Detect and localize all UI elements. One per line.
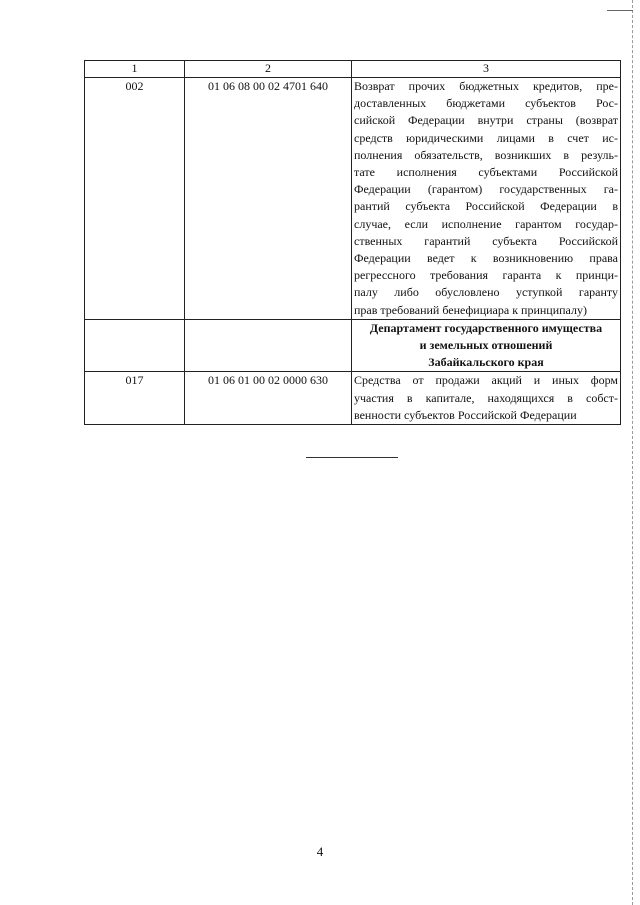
table-row (85, 372, 621, 425)
description-line: Возврат прочих бюджетных кредитов, пре- (354, 79, 618, 93)
description-line: участия в капитале, находящихся в собст- (354, 390, 618, 405)
admin-code-cell: 002 (85, 78, 185, 320)
department-row (85, 319, 621, 372)
budget-code-cell: 01 06 08 00 02 4701 640 (185, 78, 352, 320)
description-line: средств юридическими лицами в счет ис- (354, 130, 618, 145)
description-line: регрессного требования гаранта к принци- (354, 268, 618, 283)
department-line: и земельных отношений (419, 338, 553, 353)
description-line: венности субъектов Российской Федерации (354, 407, 577, 422)
column-header-1: 1 (85, 61, 185, 78)
description-line: тате исполнения субъектами Российской (354, 165, 618, 180)
description-line: палу либо обусловлено уступкой гаранту (354, 285, 618, 300)
table-row (85, 78, 621, 320)
description-line: Федерации ведет к возникновению права (354, 251, 618, 266)
column-header-2: 2 (185, 61, 352, 78)
description-line: прав требований бенефициара к принципалу) (354, 302, 587, 317)
empty-cell (85, 319, 185, 372)
description-line: доставленных бюджетами субъектов Рос- (354, 96, 618, 111)
description-line: полнения обязательств, возникших в резуль- (354, 147, 618, 162)
scan-edge-mark (607, 2, 633, 11)
description-line: случае, если исполнение гарантом государ- (354, 216, 618, 231)
description-line: рантий субъекта Российской Федерации в (354, 199, 618, 214)
budget-code-cell: 01 06 01 00 02 0000 630 (185, 372, 352, 425)
description-line: ственных гарантий субъекта Российской (354, 233, 618, 248)
end-of-document-rule (306, 457, 398, 458)
department-line: Забайкальского края (428, 355, 544, 370)
department-heading (352, 319, 621, 372)
description-line: сийской Федерации внутри страны (возврат (354, 113, 618, 128)
description-cell (352, 78, 621, 320)
description-line: Федерации (гарантом) государственных га- (354, 182, 618, 197)
sources-table (84, 60, 621, 425)
description-cell (352, 372, 621, 425)
admin-code-cell: 017 (85, 372, 185, 425)
column-header-3: 3 (352, 61, 621, 78)
page-number: 4 (316, 844, 324, 859)
table-header-row (85, 61, 621, 78)
empty-cell (185, 319, 352, 372)
description-line: Средства от продажи акций и иных форм (354, 373, 618, 388)
department-line: Департамент государственного имущества (369, 320, 603, 335)
scan-edge-line (632, 0, 634, 905)
